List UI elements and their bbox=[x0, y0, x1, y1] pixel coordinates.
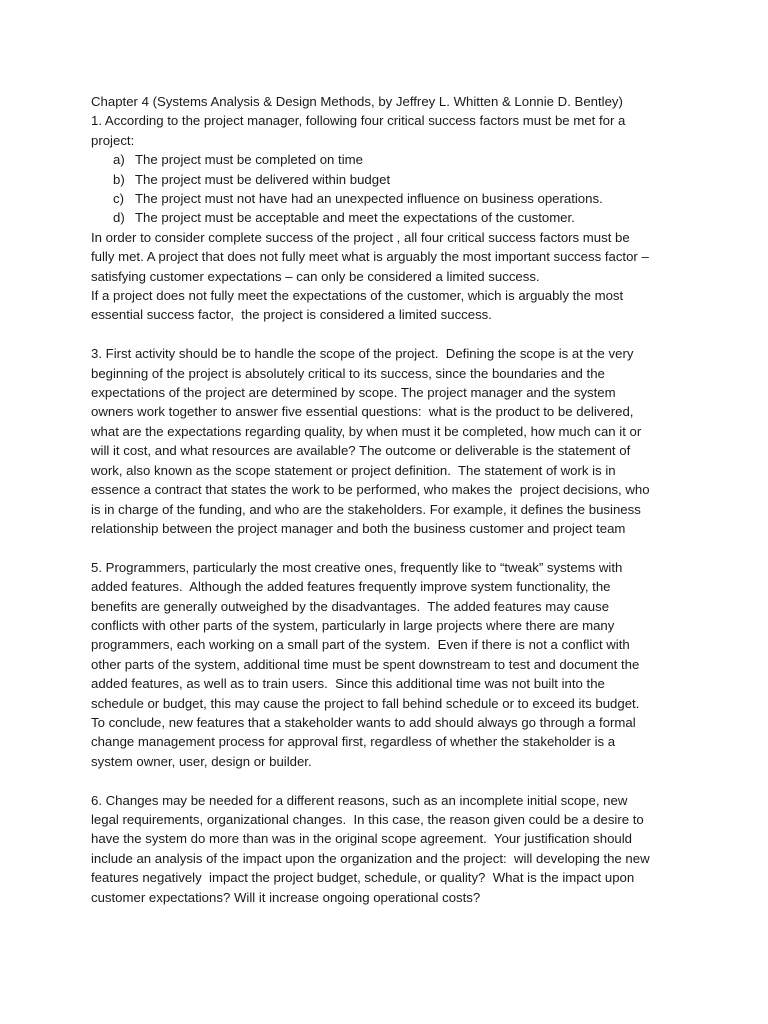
paragraph-line: conflicts with other parts of the system, particularly in large projects where there are many bbox=[91, 617, 615, 633]
paragraph-gap bbox=[91, 325, 691, 344]
paragraph-line: 3. First activity should be to handle the scope of the project. Defining the scope is at the very bbox=[91, 346, 634, 362]
paragraph-line: what are the expectations regarding quality, by when must it be completed, how much can it or bbox=[91, 423, 642, 439]
paragraph-line: benefits are generally outweighed by the disadvantages. The added features may cause bbox=[91, 598, 610, 614]
question-6 bbox=[91, 791, 691, 907]
paragraph-line: 1. According to the project manager, following four critical success factors must be met for a bbox=[91, 113, 626, 129]
paragraph-line: If a project does not fully meet the expectations of the customer, which is arguably the most bbox=[91, 288, 624, 304]
paragraph-line: relationship between the project manager and both the business customer and project team bbox=[91, 520, 626, 536]
question-1 bbox=[91, 111, 691, 324]
paragraph-line: other parts of the system, additional time must be spent downstream to test and document the bbox=[91, 656, 640, 672]
list-marker: a) bbox=[113, 152, 125, 168]
paragraph-line: schedule or budget, this may cause the project to fall behind schedule or to exceed its budget. bbox=[91, 695, 640, 711]
paragraph-line: is in charge of the funding, and who are the stakeholders. For example, it defines the business bbox=[91, 501, 641, 517]
paragraph-line: system owner, user, design or builder. bbox=[91, 753, 312, 769]
list-item bbox=[91, 208, 691, 227]
paragraph-line: will it cost, and what resources are available? The outcome or deliverable is the statement of bbox=[91, 443, 631, 459]
list-marker: c) bbox=[113, 191, 124, 207]
paragraph-line: include an analysis of the impact upon the organization and the project: will developing the new bbox=[91, 850, 650, 866]
paragraph-line: owners work together to answer five essential questions: what is the product to be delivered, bbox=[91, 404, 634, 420]
paragraph-gap bbox=[91, 771, 691, 790]
list-item bbox=[91, 170, 691, 189]
paragraph-line: To conclude, new features that a stakeholder wants to add should always go through a formal bbox=[91, 714, 636, 730]
list-item bbox=[91, 189, 691, 208]
success-factors-list bbox=[91, 150, 691, 228]
list-item bbox=[91, 150, 691, 169]
paragraph-line: added features, as well as to train users. Since this additional time was not built into the bbox=[91, 676, 605, 692]
question-5 bbox=[91, 558, 691, 771]
paragraph-line: change management process for approval first, regardless of whether the stakeholder is a bbox=[91, 734, 616, 750]
paragraph-gap bbox=[91, 538, 691, 557]
paragraph-line: work, also known as the scope statement or project definition. The statement of work is in bbox=[91, 462, 616, 478]
paragraph-line: customer expectations? Will it increase ongoing operational costs? bbox=[91, 889, 481, 905]
paragraph-line: essential success factor, the project is considered a limited success. bbox=[91, 307, 492, 323]
paragraph-line: have the system do more than was in the original scope agreement. Your justification should bbox=[91, 831, 633, 847]
paragraph-line: satisfying customer expectations – can only be considered a limited success. bbox=[91, 268, 540, 284]
paragraph-line: 6. Changes may be needed for a different reasons, such as an incomplete initial scope, new bbox=[91, 792, 628, 808]
paragraph-line: project: bbox=[91, 132, 135, 148]
paragraph-line: beginning of the project is absolutely critical to its success, since the boundaries and the bbox=[91, 365, 605, 381]
paragraph-line: legal requirements, organizational changes. In this case, the reason given could be a desire to bbox=[91, 811, 644, 827]
paragraph-line: added features. Although the added features frequently improve system functionality, the bbox=[91, 579, 611, 595]
document-heading: Chapter 4 (Systems Analysis & Design Methods, by Jeffrey L. Whitten & Lonnie D. Bentley) bbox=[91, 94, 623, 109]
paragraph-line: In order to consider complete success of the project , all four critical success factors must be bbox=[91, 229, 630, 245]
list-item-text: The project must not have had an unexpected influence on business operations. bbox=[135, 191, 603, 207]
paragraph-line: programmers, each working on a small part of the system. Even if there is not a conflict with bbox=[91, 637, 630, 653]
document-page bbox=[91, 92, 691, 907]
list-item-text: The project must be delivered within budget bbox=[135, 171, 391, 187]
paragraph-line: fully met. A project that does not fully meet what is arguably the most important success factor – bbox=[91, 249, 649, 265]
list-item-text: The project must be acceptable and meet the expectations of the customer. bbox=[135, 210, 575, 226]
list-marker: b) bbox=[113, 171, 125, 187]
list-marker: d) bbox=[113, 210, 125, 226]
paragraph-line: essence a contract that states the work to be performed, who makes the project decisions, who bbox=[91, 482, 650, 498]
paragraph-line: expectations of the project are determined by scope. The project manager and the system bbox=[91, 385, 616, 401]
paragraph-line: 5. Programmers, particularly the most creative ones, frequently like to “tweak” systems with bbox=[91, 559, 623, 575]
list-item-text: The project must be completed on time bbox=[135, 152, 363, 168]
question-3 bbox=[91, 344, 691, 538]
paragraph-line: features negatively impact the project budget, schedule, or quality? What is the impact upon bbox=[91, 870, 635, 886]
